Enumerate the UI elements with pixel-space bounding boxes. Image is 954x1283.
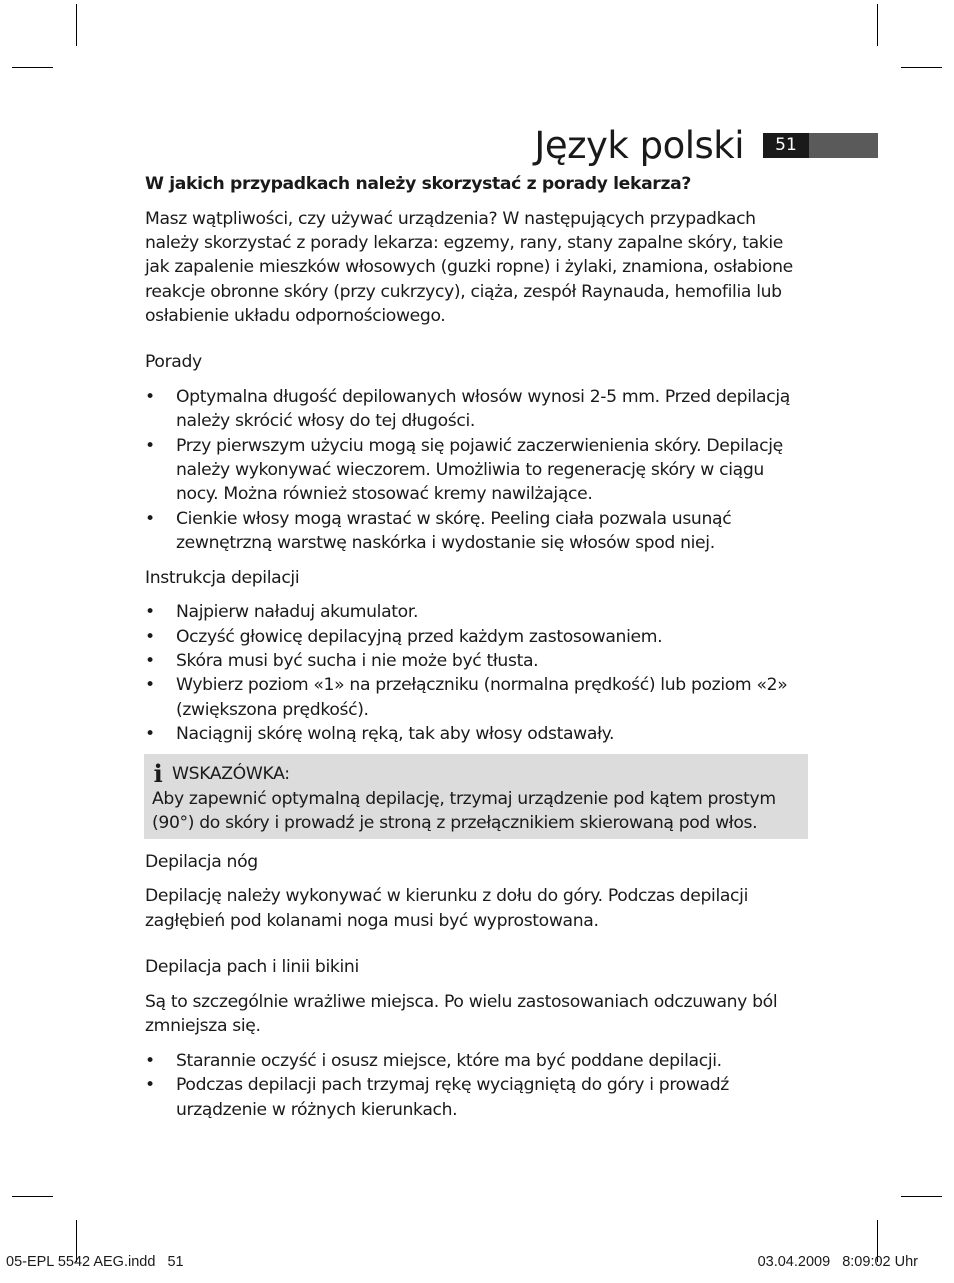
footer-timestamp: 03.04.2009 8:09:02 Uhr — [757, 1254, 918, 1270]
text-line: Optymalna długość depilowanych włosów wynosi 2-5 mm. Przed depilacją — [176, 387, 790, 408]
crop-mark — [901, 67, 942, 68]
page-number: 51 — [763, 133, 809, 158]
list-item — [145, 625, 810, 649]
crop-mark — [12, 67, 53, 68]
text-line: (zwiększona prędkość). — [176, 699, 369, 720]
text-line: Wybierz poziom «1» na przełączniku (normalna prędkość) lub poziom «2» — [176, 675, 788, 696]
list-item — [145, 722, 810, 746]
text-line: Najpierw naładuj akumulator. — [176, 602, 419, 623]
crop-mark — [12, 1196, 53, 1197]
text-line: zagłębień pod kolanami noga musi być wyprostowana. — [145, 910, 599, 931]
page-title: Język polski — [534, 124, 744, 167]
text-line: nocy. Można również stosować kremy nawilżające. — [176, 484, 593, 505]
text-line: Oczyść głowicę depilacyjną przed każdym zastosowaniem. — [176, 626, 663, 647]
list-item — [145, 649, 810, 673]
text-line: Aby zapewnić optymalną depilację, trzymaj urządzenie pod kątem prostym — [152, 788, 776, 809]
text-line: Depilację należy wykonywać w kierunku z dołu do góry. Podczas depilacji — [145, 886, 749, 907]
text-line: należy skorzystać z porady lekarza: egzemy, rany, stany zapalne skóry, takie — [145, 233, 784, 254]
text-line: urządzenie w różnych kierunkach. — [176, 1099, 458, 1120]
footer-file: 05-EPL 5542 AEG.indd 51 — [6, 1254, 184, 1270]
text-line: Cienkie włosy mogą wrastać w skórę. Peeling ciała pozwala usunąć — [176, 508, 732, 529]
paragraph-legs — [145, 884, 810, 933]
section-heading-doctor: W jakich przypadkach należy skorzystać z porady lekarza? — [145, 174, 691, 194]
text-line: zmniejsza się. — [145, 1016, 261, 1037]
text-line: jak zapalenie mieszków włosowych (guzki ropne) i żylaki, znamiona, osłabione — [145, 257, 793, 278]
section-heading-armpits: Depilacja pach i linii bikini — [145, 957, 359, 978]
paragraph-armpits — [145, 990, 810, 1039]
main-content — [145, 172, 810, 1122]
text-line: Naciągnij skórę wolną ręką, tak aby włosy odstawały. — [176, 723, 615, 744]
instructions-list — [145, 600, 810, 746]
section-heading-tips: Porady — [145, 352, 202, 373]
text-line: Masz wątpliwości, czy używać urządzenia? W następujących przypadkach — [145, 208, 756, 229]
section-heading-instructions: Instrukcja depilacji — [145, 567, 300, 588]
list-item — [145, 1073, 810, 1122]
text-line: zewnętrzną warstwę naskórka i wydostanie się włosów spod niej. — [176, 532, 715, 553]
list-item — [145, 1049, 810, 1073]
text-line: (90°) do skóry i prowadź je stroną z przełącznikiem skierowaną pod włos. — [152, 812, 758, 833]
paragraph-doctor — [145, 207, 810, 328]
text-line: Starannie oczyść i osusz miejsce, które ma być poddane depilacji. — [176, 1050, 722, 1071]
text-line: Przy pierwszym użyciu mogą się pojawić zaczerwienienia skóry. Depilację — [176, 435, 783, 456]
text-line: osłabienie układu odpornościowego. — [145, 305, 446, 326]
crop-mark — [901, 1196, 942, 1197]
hint-label: WSKAZÓWKA: — [172, 764, 290, 785]
info-icon: i — [153, 759, 163, 789]
list-item — [145, 673, 810, 722]
text-line: Skóra musi być sucha i nie może być tłusta. — [176, 651, 539, 672]
hint-box — [144, 754, 808, 839]
text-line: Są to szczególnie wrażliwe miejsca. Po wielu zastosowaniach odczuwany ból — [145, 991, 778, 1012]
list-item — [145, 385, 810, 434]
list-item — [145, 507, 810, 556]
text-line: Podczas depilacji pach trzymaj rękę wyciągniętą do góry i prowadź — [176, 1075, 729, 1096]
crop-mark — [76, 4, 77, 46]
text-line: należy wykonywać wieczorem. Umożliwia to regenerację skóry w ciągu — [176, 459, 764, 480]
crop-mark — [877, 4, 878, 46]
list-item — [145, 434, 810, 507]
tips-list — [145, 385, 810, 555]
armpits-list — [145, 1049, 810, 1122]
section-heading-legs: Depilacja nóg — [145, 851, 258, 872]
text-line: reakcje obronne skóry (przy cukrzycy), ciąża, zespół Raynauda, hemofilia lub — [145, 281, 782, 302]
header-bar — [809, 133, 878, 158]
list-item — [145, 600, 810, 624]
text-line: należy skrócić włosy do tej długości. — [176, 411, 475, 432]
